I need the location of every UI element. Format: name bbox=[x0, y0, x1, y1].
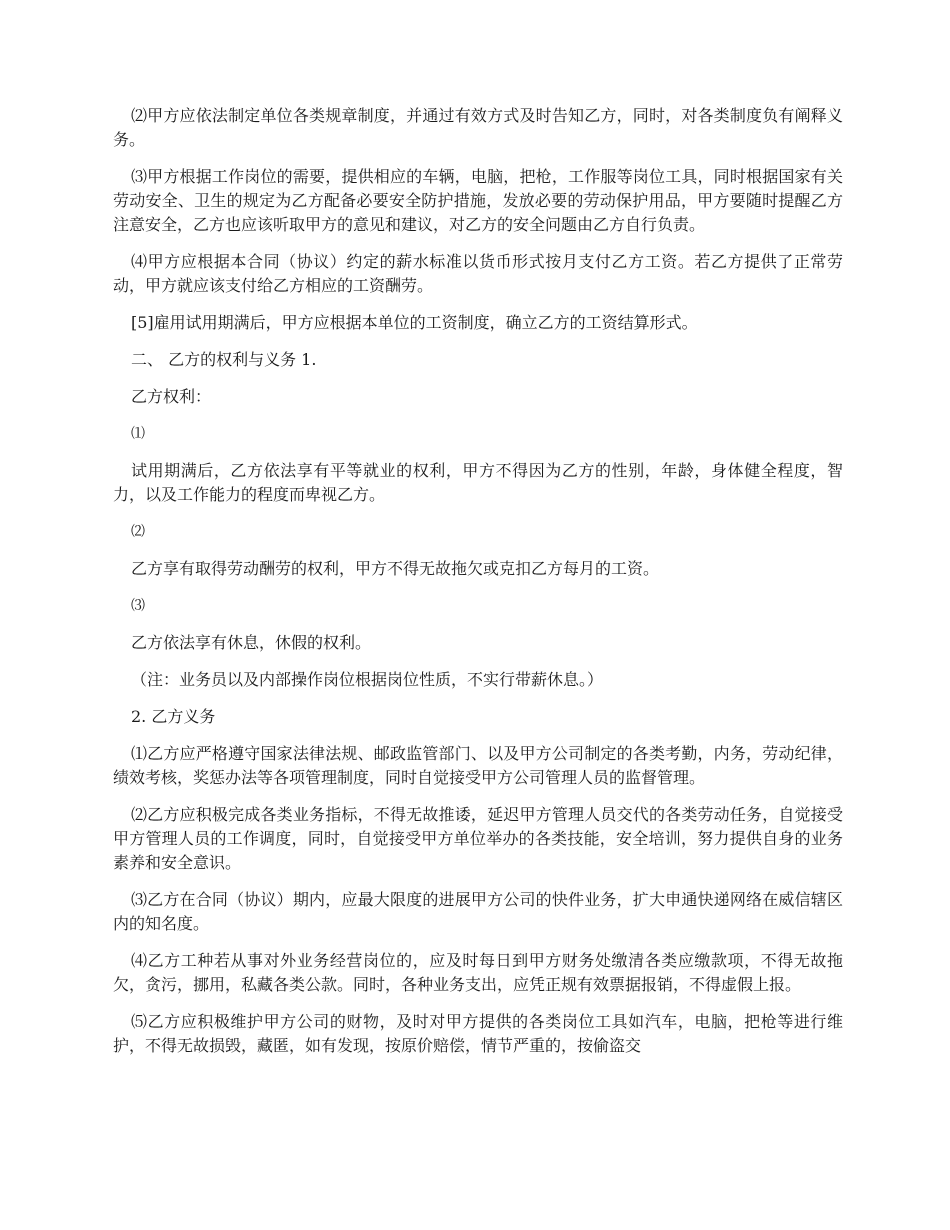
paragraph-employee-duty-1: ⑴乙方应严格遵守国家法律法规、邮政监管部门、以及甲方公司制定的各类考勤，内务，劳动纪律，绩效考核，奖惩办法等各项管理制度，同时自觉接受甲方公司管理人员的监督管理。 bbox=[113, 744, 843, 787]
paragraph-employer-duty-2: ⑵甲方应依法制定单位各类规章制度，并通过有效方式及时告知乙方，同时，对各类制度负有阐释义务。 bbox=[113, 106, 843, 149]
item-number-3: ⑶ bbox=[131, 598, 145, 614]
subheading-employee-rights: 乙方权利： bbox=[131, 387, 212, 406]
paragraph-employee-duty-5: ⑸乙方应积极维护甲方公司的财物，及时对甲方提供的各类岗位工具如汽车，电脑，把枪等进行维护，不得无故损毁，藏匿，如有发现，按原价赔偿，情节严重的，按偷盗交 bbox=[113, 1012, 843, 1055]
subheading-employee-duties: 2. 乙方义务 bbox=[131, 707, 216, 726]
paragraph-note: （注：业务员以及内部操作岗位根据岗位性质，不实行带薪休息。） bbox=[131, 670, 604, 689]
paragraph-employee-duty-3: ⑶乙方在合同（协议）期内，应最大限度的进展甲方公司的快件业务，扩大申通快递网络在威信辖区内的知名度。 bbox=[113, 890, 843, 933]
paragraph-employee-right-2: 乙方享有取得劳动酬劳的权利，甲方不得无故拖欠或克扣乙方每月的工资。 bbox=[131, 559, 660, 578]
item-number-1: ⑴ bbox=[131, 426, 145, 442]
item-number-2: ⑵ bbox=[131, 524, 145, 540]
section-heading-employee-rights-duties: 二、 乙方的权利与义务 1. bbox=[131, 350, 317, 369]
paragraph-employee-right-1: 试用期满后，乙方依法享有平等就业的权利，甲方不得因为乙方的性别，年龄，身体健全程度，智力，以及工作能力的程度而卑视乙方。 bbox=[113, 461, 843, 504]
paragraph-employee-right-3: 乙方依法享有休息，休假的权利。 bbox=[131, 633, 372, 652]
paragraph-employer-duty-4: ⑷甲方应根据本合同（协议）约定的薪水标准以货币形式按月支付乙方工资。若乙方提供了正常劳动，甲方就应该支付给乙方相应的工资酬劳。 bbox=[113, 252, 843, 295]
paragraph-employee-duty-2: ⑵乙方应积极完成各类业务指标，不得无故推诿，延迟甲方管理人员交代的各类劳动任务，自觉接受甲方管理人员的工作调度，同时，自觉接受甲方单位举办的各类技能，安全培训，努力提供自身的业务素养和安全意识。 bbox=[113, 805, 843, 872]
paragraph-employee-duty-4: ⑷乙方工种若从事对外业务经营岗位的，应及时每日到甲方财务处缴清各类应缴款项，不得无故拖欠，贪污，挪用，私藏各类公款。同时，各种业务支出，应凭正规有效票据报销，不得虚假上报。 bbox=[113, 951, 843, 994]
document-body bbox=[113, 104, 843, 1071]
paragraph-employer-duty-3: ⑶甲方根据工作岗位的需要，提供相应的车辆，电脑，把枪，工作服等岗位工具，同时根据国家有关劳动安全、卫生的规定为乙方配备必要安全防护措施，发放必要的劳动保护用品，甲方要随时提醒乙方注意安全，乙方也应该听取甲方的意见和建议，对乙方的安全问题由乙方自行负责。 bbox=[113, 167, 843, 234]
paragraph-employer-duty-5: [5]雇用试用期满后，甲方应根据本单位的工资制度，确立乙方的工资结算形式。 bbox=[131, 313, 698, 332]
